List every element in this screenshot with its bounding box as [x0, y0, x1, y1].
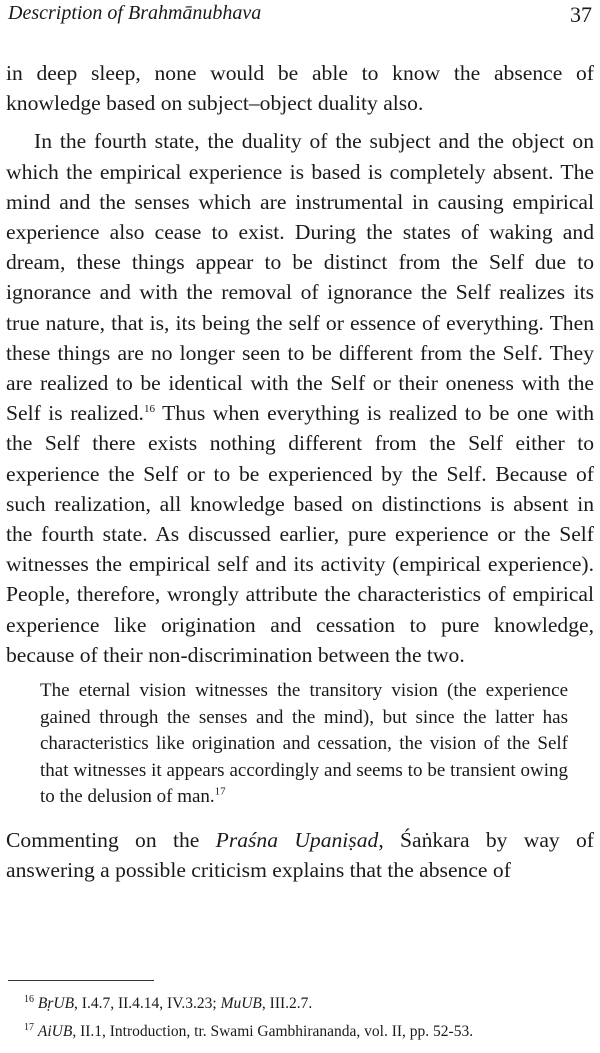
- footnote-mark: 16: [24, 993, 34, 1005]
- footnote-text: , III.2.7.: [261, 995, 313, 1012]
- footnotes: [24, 990, 594, 1046]
- footnote-16: [24, 990, 594, 1018]
- quote-text: The eternal vision witnesses the transitory vision (the experience gained through the senses and the mind), but since the latter has characteristics like origination and cessation, the vision of the Self that witnesses it appears accordingly and seems to be transient owing to the delusion of man.: [40, 680, 568, 808]
- footnote-ref-16: 16: [143, 403, 155, 416]
- closing-before: Commenting on the: [6, 827, 216, 852]
- paragraph-text: In the fourth state, the duality of the subject and the object on which the empirical experience is based is completely absent. The mind and the senses which are instrumental in causing empirical experience also cease to exist. During the states of waking and dream, these things appear to be distinct from the Self due to ignorance and with the removal of ignorance the Self realizes its true nature, that is, its being the self or essence of everything. Then these things are no longer seen to be different from the Self. They are realized to be identical with the Self or their oneness with the Self is realized.: [6, 129, 594, 426]
- paragraph-text-cont: Thus when everything is realized to be one with the Self there exists nothing different from the Self either to experience the Self or to be experienced by the Self. Because of such realization, all knowledge based on distinctions is absent in the fourth state. As discussed earlier, pure experience or the Self witnesses the empirical self and its activity (empirical experience). People, therefore, wrongly attribute the characteristics of empirical experience like origination and cessation to pure knowledge, because of their non-discrimination between the two.: [6, 401, 594, 667]
- paragraph-commenting: [6, 825, 594, 885]
- footnote-ref-abbrev: AiUB: [37, 1023, 73, 1040]
- footnote-17: [24, 1018, 594, 1046]
- main-text: [6, 58, 594, 893]
- footnote-text: , II.1, Introduction, tr. Swami Gambhirananda, vol. II, pp. 52-53.: [72, 1023, 474, 1040]
- block-quote: [40, 678, 568, 811]
- footnote-ref-17: 17: [214, 785, 226, 798]
- paragraph-continuation: in deep sleep, none would be able to know the absence of knowledge based on subject–object duality also.: [6, 61, 594, 116]
- footnote-mark: 17: [24, 1021, 34, 1033]
- page-header: [8, 0, 592, 34]
- footnote-divider: [8, 980, 154, 981]
- closing-after: , Śaṅkara by way of answering a possible criticism explains that the absence of: [6, 827, 594, 882]
- running-head: Description of Brahmānubhava: [8, 2, 262, 24]
- footnote-ref-abbrev: BṛUB: [37, 995, 75, 1012]
- footnote-ref-abbrev: MuUB: [220, 995, 262, 1012]
- paragraph-fourth-state: [6, 126, 594, 670]
- footnote-text: , I.4.7, II.4.14, IV.3.23;: [74, 995, 221, 1012]
- work-title: Praśna Upaniṣad: [215, 827, 379, 852]
- page-number: 37: [570, 2, 592, 27]
